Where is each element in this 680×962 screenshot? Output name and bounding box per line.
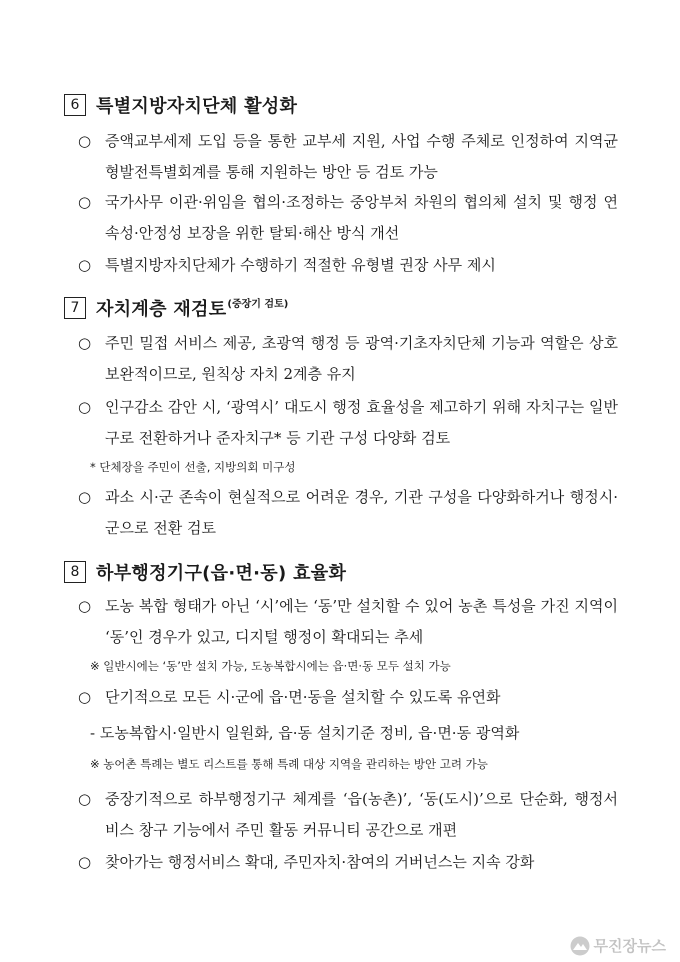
list-item [78,392,618,454]
circle-bullet-icon: ○ [78,853,92,871]
list-item-text: 단기적으로 모든 시·군에 읍·면·동을 설치할 수 있도록 유연화 [105,688,501,706]
section-title: 특별지방자치단체 활성화 [96,96,298,117]
circle-bullet-icon: ○ [78,790,92,808]
list-item-text: 찾아가는 행정서비스 확대, 주민자치·참여의 거버넌스는 지속 강화 [105,853,535,871]
circle-bullet-icon: ○ [78,688,92,706]
watermark-text: 무진장뉴스 [593,937,666,955]
list-item-text: 인구감소 감안 시, ‘광역시’ 대도시 행정 효율성을 제고하기 위해 자치구는 일반구로 전환하거나 준자치구* 등 기관 구성 다양화 검토 [105,398,618,447]
list-item-text: 과소 시·군 존속이 현실적으로 어려운 경우, 기관 구성을 다양화하거나 행정시·군으로 전환 검토 [105,488,618,537]
list-item [78,482,618,544]
list-item-text: 국가사무 이관·위임을 협의·조정하는 중앙부처 차원의 협의체 설치 및 행정 연속성·안정성 보장을 위한 탈퇴·해산 방식 개선 [105,193,618,242]
list-item [78,126,618,188]
list-item-text: 특별지방자치단체가 수행하기 적절한 유형별 권장 사무 제시 [105,256,496,274]
section-number-box: 8 [64,561,86,583]
reference-note: ※ 일반시에는 ‘동’만 설치 가능, 도농복합시에는 읍·면·동 모두 설치 가능 [90,659,451,673]
list-item-text: 도농 복합 형태가 아닌 ‘시’에는 ‘동’만 설치할 수 있어 농촌 특성을 가진 지역이 ‘동’인 경우가 있고, 디지털 행정이 확대되는 추세 [105,597,618,646]
reference-note: ※ 농어촌 특례는 별도 리스트를 통해 특례 대상 지역을 관리하는 방안 고려 가능 [90,757,488,771]
watermark [570,935,666,956]
section-subtitle: (중장기 검토) [227,298,289,310]
footnote: * 단체장을 주민이 선출, 지방의회 미구성 [90,460,296,474]
section-title: 자치계층 재검토 [96,299,227,320]
circle-bullet-icon: ○ [78,193,92,211]
circle-bullet-icon: ○ [78,488,92,506]
list-item [78,591,618,653]
circle-bullet-icon: ○ [78,597,92,615]
list-item [78,784,618,846]
list-item [78,328,618,390]
list-item-text: 주민 밀접 서비스 제공, 초광역 행정 등 광역·기초자치단체 기능과 역할은 상호 보완적이므로, 원칙상 자치 2계층 유지 [105,334,618,383]
sub-item: - 도농복합시·일반시 일원화, 읍·동 설치기준 정비, 읍·면·동 광역화 [90,724,520,742]
section-number-box: 6 [64,94,86,116]
list-item [78,682,618,713]
list-item-text: 중장기적으로 하부행정기구 체계를 ‘읍(농촌)’, ‘동(도시)’으로 단순화, 행정서비스 창구 기능에서 주민 활동 커뮤니티 공간으로 개편 [105,790,618,839]
list-item [78,187,618,249]
list-item-text: 증액교부세제 도입 등을 통한 교부세 지원, 사업 수행 주체로 인정하여 지역균형발전특별회계를 통해 지원하는 방안 등 검토 가능 [105,132,618,181]
circle-bullet-icon: ○ [78,132,92,150]
circle-bullet-icon: ○ [78,398,92,416]
circle-bullet-icon: ○ [78,256,92,274]
section-7-heading [64,295,288,321]
section-8-heading [64,559,346,585]
list-item [78,847,618,878]
section-number-box: 7 [64,297,86,319]
section-title: 하부행정기구(읍·면·동) 효율화 [96,563,347,584]
list-item [78,250,618,281]
mountain-logo-icon [570,936,590,956]
section-6-heading [64,92,297,118]
circle-bullet-icon: ○ [78,334,92,352]
